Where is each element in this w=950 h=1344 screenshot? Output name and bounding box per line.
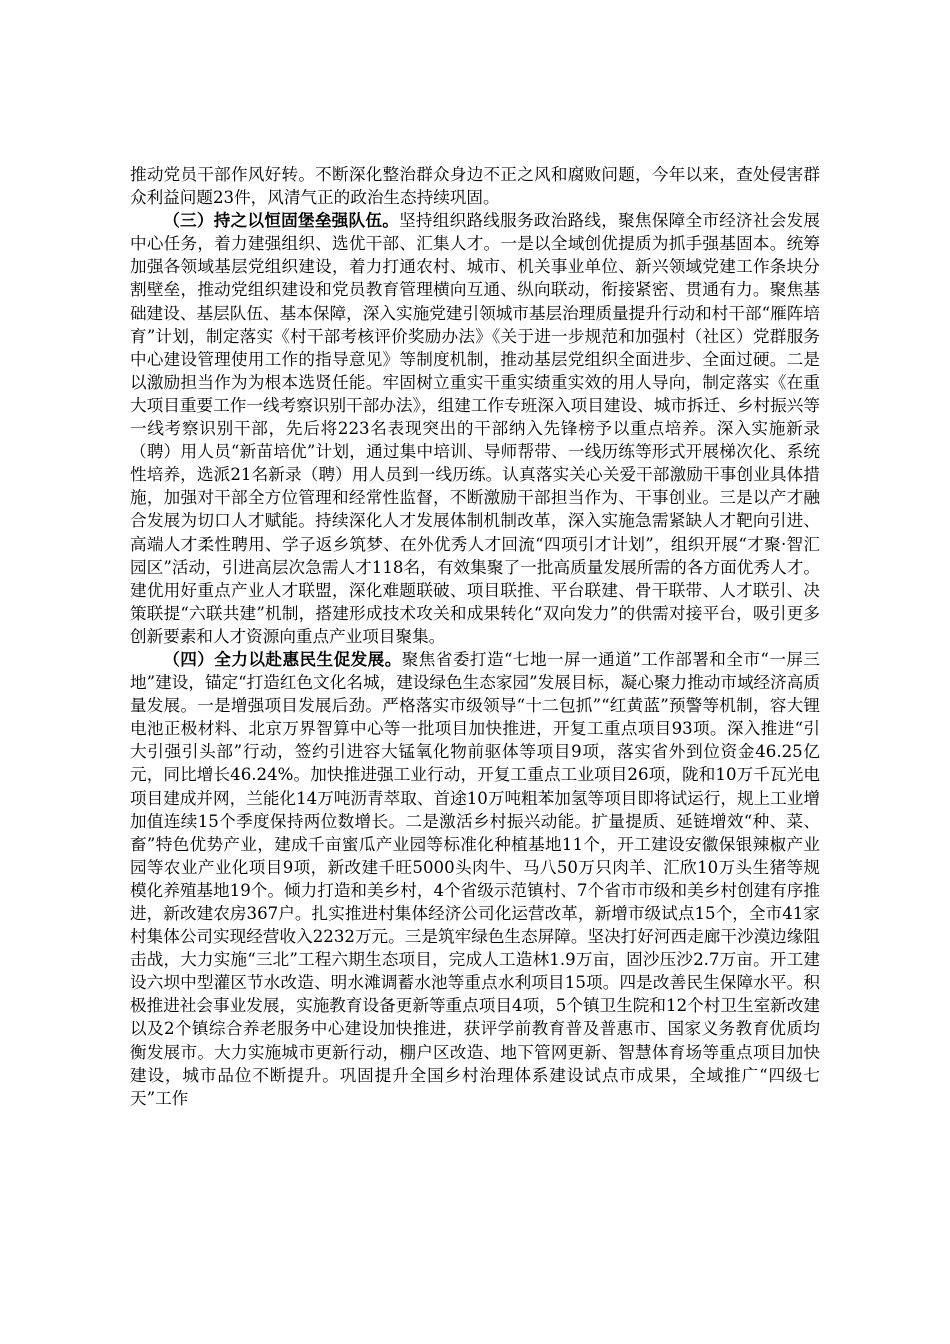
paragraph-text: 推动党员干部作风好转。不断深化整治群众身边不正之风和腐败问题，今年以来，查处侵害群众利益问题23件，风清气正的政治生态持续巩固。 [130, 165, 820, 208]
section-heading-4: （四）全力以赴惠民生促发展。 [163, 648, 402, 669]
paragraph-continuation [130, 163, 820, 209]
paragraph-section-4 [130, 648, 820, 1110]
paragraph-text: 聚焦省委打造“七地一屏一通道”工作部署和全市“一屏三地”建设，锚定“打造红色文化名城，建设绿色生态家园”发展目标，凝心聚力推动市域经济高质量发展。一是增强项目发展后劲。严格落实市级领导“十二包抓”“红黄蓝”预警等机制，容大锂电池正极材料、北京万界智算中心等一批项目加快推进，开复工重点项目93项。深入推进“引大引强引头部”行动，签约引进容大锰氧化物前驱体等项目9项，落实省外到位资金46.25亿元，同比增长46.24%。加快推进强工业行动，开复工重点工业项目26项，陇和10万千瓦光电项目建成并网，兰能化14万吨沥青萃取、首途10万吨粗苯加氢等项目即将试运行，规上工业增加值连续15个季度保持两位数增长。二是激活乡村振兴动能。扩量提质、延链增效“种、菜、畜”特色优势产业，建成千亩蜜瓜产业园等标准化种植基地11个，开工建设安徽保银辣椒产业园等农业产业化项目9项，新改建千旺5000头肉牛、马八50万只肉羊、汇欣10万头生猪等规模化养殖基地19个。倾力打造和美乡村，4个省级示范镇村、7个省市市级和美乡村创建有序推进，新改建农房367户。扎实推进村集体经济公司化运营改革，新增市级试点15个，全市41家村集体公司实现经营收入2232万元。三是筑牢绿色生态屏障。坚决打好河西走廊干沙漠边缘阻击战，大力实施“三北”工程六期生态项目，完成人工造林1.9万亩，固沙压沙2.7万亩。开工建设六坝中型灌区节水改造、明水滩调蓄水池等重点水利项目15项。四是改善民生保障水平。积极推进社会事业发展，实施教育设备更新等重点项目4项，5个镇卫生院和12个村卫生室新改建以及2个镇综合养老服务中心建设加快推进，获评学前教育普及普惠市、国家义务教育优质均衡发展市。大力实施城市更新行动，棚户区改造、地下管网更新、智慧体育场等重点项目加快建设，城市品位不断提升。巩固提升全国乡村治理体系建设试点市成果，全域推广“四级七天”工作 [130, 649, 821, 1108]
document-body [130, 163, 820, 1110]
paragraph-section-3 [130, 209, 820, 648]
paragraph-text: 坚持组织路线服务政治路线，聚焦保障全市经济社会发展中心任务，着力建强组织、选优干部、汇集人才。一是以全域创优提质为抓手强基固本。统筹加强各领域基层党组织建设，着力打通农村、城市、机关事业单位、新兴领域党建工作条块分割壁垒，推动党组织建设和党员教育管理横向互通、纵向联动，衔接紧密、贯通有力。聚焦基础建设、基层队伍、基本保障，深入实施党建引领城市基层治理质量提升行动和村干部“雁阵培育”计划，制定落实《村干部考核评价奖励办法》《关于进一步规范和加强村（社区）党群服务中心建设管理使用工作的指导意见》等制度机制，推动基层党组织全面进步、全面过硬。二是以激励担当作为为根本选贤任能。牢固树立重实干重实绩重实效的用人导向，制定落实《在重大项目重要工作一线考察识别干部办法》，组建工作专班深入项目建设、城市拆迁、乡村振兴等一线考察识别干部，先后将223名表现突出的干部纳入先锋榜予以重点培养。深入实施新录（聘）用人员“新苗培优”计划，通过集中培训、导师帮带、一线历练等形式开展梯次化、系统性培养，选派21名新录（聘）用人员到一线历练。认真落实关心关爱干部激励干事创业具体措施，加强对干部全方位管理和经常性监督，不断激励干部担当作为、干事创业。三是以产才融合发展为切口人才赋能。持续深化人才发展体制机制改革，深入实施急需紧缺人才靶向引进、高端人才柔性聘用、学子返乡筑梦、在外优秀人才回流“四项引才计划”，组织开展“才聚·智汇园区”活动，引进高层次急需人才118名，有效集聚了一批高质量发展所需的各方面优秀人才。建优用好重点产业人才联盟，深化难题联破、项目联推、平台联建、骨干联带、人才联引、决策联提“六联共建”机制，搭建形成技术攻关和成果转化“双向发力”的供需对接平台，吸引更多创新要素和人才资源向重点产业项目聚集。 [130, 211, 821, 646]
section-heading-3: （三）持之以恒固堡垒强队伍。 [163, 210, 400, 231]
